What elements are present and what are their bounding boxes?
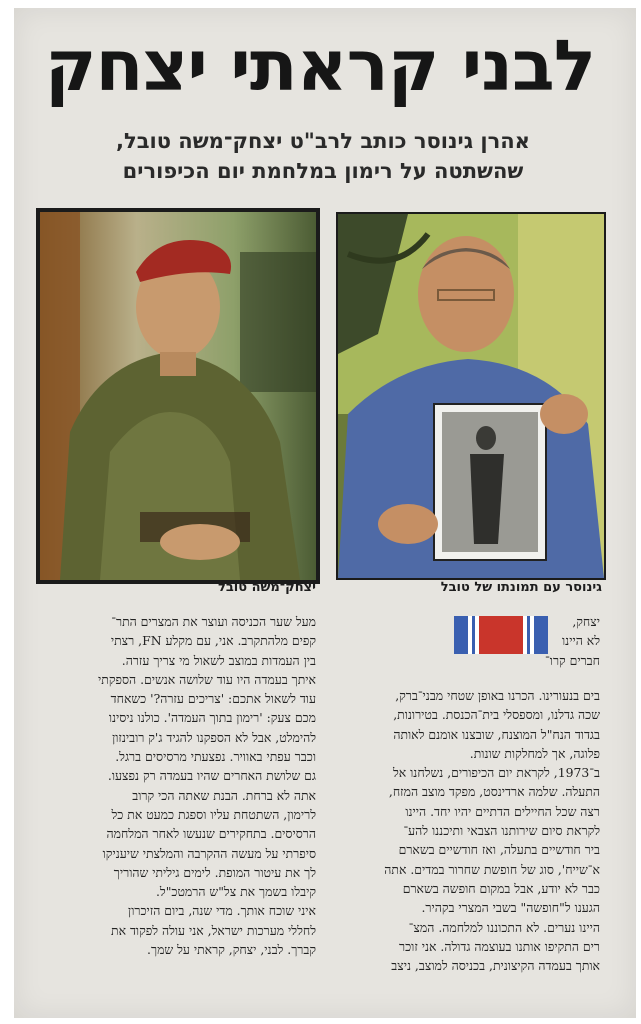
text-line: כבר לא יודע, אבל במקום חופשה בשארם [402, 880, 600, 896]
text-line: הגענו ל"חופשה" בשבי המצרי בקהיר. [421, 900, 600, 916]
subhead [40, 126, 606, 186]
article-column-right [344, 612, 600, 975]
subhead-line-1: אהרן גינוסר כותב לרב"ט יצחק־משה טובל, [116, 129, 530, 153]
body-text-right [344, 686, 600, 975]
text-line: היינו נערים. לא התכוננו למלחמה. המצ־ [408, 919, 600, 935]
intro-line: חברים קרו־ [545, 652, 600, 668]
text-line: וכבר עפתי באוויר. נפצעתי מרסיסים ברגל. [115, 749, 316, 765]
caption-soldier: יצחק־משה טובל [217, 580, 316, 595]
text-line: מעל שער הכניסה ועוצר את המצרים התר־ [111, 614, 316, 629]
text-line: קפים מלהתקרב. אני, עם מקלע FN, רצתי [110, 633, 316, 649]
text-line: אותך בעמדה הקיצונית, בכניסה למוצב, ניצב [391, 958, 600, 974]
subhead-line-2: שהשתטה על רימון במלחמת יום הכיפורים [122, 159, 524, 183]
text-line: בגדוד הנח"ל המוצנח, שובצנו אומנם לאותה [393, 726, 600, 742]
text-line: התעלה. שלמה ארדינסט, מפקד מוצב המזח, [388, 784, 600, 800]
caption-man: גינוסר עם תמונתו של טובל [440, 580, 602, 595]
text-line: לרימון, השתטחת עליו וספגת כמעט את כל [111, 806, 316, 822]
article-column-left [36, 612, 316, 959]
text-line: מכם צעק: 'רימון בתוך העמדה'. כולנו ניסינו [108, 710, 316, 726]
man-holding-photo [336, 212, 606, 580]
text-line: קברך. לבני, יצחק, קראתי על שמך. [147, 942, 316, 958]
text-line: ביר חודשיים בתעלה, ואז חודשיים בשארם [398, 842, 600, 858]
text-line: ב־1973, לקראת יום הכיפורים, נשלחנו אל [392, 765, 600, 781]
text-line: סיפרתי על מעשה ההקרבה והמלצתי שיעניקו [102, 845, 316, 861]
headline: לבני קראתי יצחק [44, 25, 596, 107]
text-line: א־שייח', סוג של חופשת שחרור במדים. אתה [384, 861, 600, 877]
text-line: לקראת סיום שירותנו הצבאי ותיכננו להע־ [403, 823, 600, 839]
text-line: בין העמדות במוצב לשאול מי צריך עזרה. [121, 652, 316, 668]
text-line: קיבלו בשמך את צל"ש הרמטכ"ל. [155, 884, 316, 900]
soldier-photo [36, 208, 320, 584]
text-line: פלוגה, אך למחלקות שונות. [469, 745, 600, 761]
text-line: איני שוכח אותך. מדי שנה, ביום הזיכרון [128, 903, 316, 919]
text-line: רצה שכל החיילים הדתיים יהיו יחד. היינו [405, 803, 600, 819]
body-text-left [36, 612, 316, 959]
intro-line: יצחק, [572, 614, 600, 629]
text-line: עוד לשאול אתכם: 'צריכים עזרה?' כשאחד [110, 691, 316, 707]
text-line: לך את עיטור המופת. לימים גיליתי שהוריך [113, 864, 316, 880]
text-line: לחללי מערכות ישראל, אני עולה לפקוד את [111, 922, 316, 938]
text-line: בים בנעורינו. הכרנו באופן שטחי מבני־ברק, [395, 688, 600, 703]
intro-line: לא היינו [562, 633, 600, 649]
text-line: איתך בעמדה היו עוד שלושה אנשים. הספקתי [98, 671, 316, 687]
text-line: אתה לא ברחת. הבנת שאתה הכי קרוב [132, 787, 316, 803]
text-line: שכה גדלנו, ומספסלי בית־הכנסת. בטירונות, [393, 707, 600, 723]
text-line: רים התקיפו אותנו בעוצמה גדולה. אני זוכר [399, 938, 600, 954]
text-line: הרסיסים. בתחקירים שנעשו לאחר המלחמה [106, 826, 316, 842]
text-line: להימלט, אבל לא הספקנו להגיד ג'ק רובינזון [112, 729, 316, 745]
text-line: גם שלושת האחרים שהיו בעמדה רק נפצעו. [107, 768, 316, 784]
